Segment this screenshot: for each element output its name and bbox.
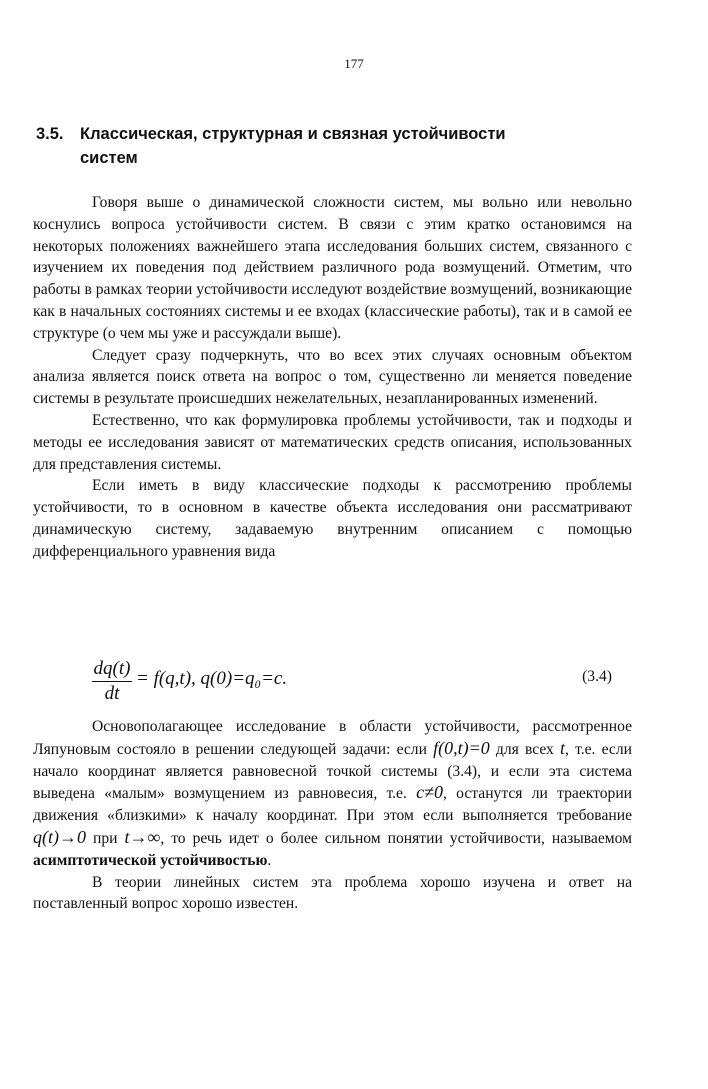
text-run: .: [267, 851, 272, 869]
section-heading: [36, 122, 636, 170]
text-block-lyapunov: [33, 716, 632, 915]
math-inline: t→∞: [124, 826, 161, 847]
math-inline: f(0,t)=0: [433, 737, 490, 758]
text-run: при: [86, 829, 125, 847]
equation-rhs: = f(q,t), q(0)=q₀=c.: [136, 668, 288, 689]
term-bold: асимптотической устойчивостью: [33, 851, 268, 869]
paragraph: Говоря выше о динамической сложности систем, мы вольно или невольно коснулись вопроса устойчивости систем. В связи с этим кратко остановимся на некоторых положениях важнейшего этапа исследования больших систем, связанного с изучением их поведения под действием различного рода возмущений. Отметим, что работы в рамках теории устойчивости исследуют воздействие возмущений, возникающие как в начальных состояниях системы и ее входах (классические работы), так и в самой ее структуре (о чем мы уже и рассуждали выше).: [33, 194, 632, 342]
paragraph-lyapunov: [33, 716, 632, 872]
text-run: , то речь идет о более сильном понятии устойчивости, называемом: [160, 829, 632, 847]
math-inline: t: [560, 737, 566, 758]
equation-number: (3.4): [582, 668, 612, 685]
equation-3-4: [92, 658, 612, 718]
paragraph: Следует сразу подчеркнуть, что во всех этих случаях основным объектом анализа является поиск ответа на вопрос о том, существенно ли меняется поведение системы в результате происшедших нежелательных, незапланированных изменений.: [33, 346, 632, 408]
text-run: , останутся ли траектории движения «близкими» к началу координат. При этом если выполняется требование: [33, 785, 633, 825]
text-run: для всех: [489, 740, 561, 758]
section-number: 3.5.: [36, 125, 64, 143]
paragraph: В теории линейных систем эта проблема хорошо изучена и ответ на поставленный вопрос хорошо известен.: [33, 873, 632, 913]
equation-denominator: dt: [104, 683, 120, 704]
paragraph: Естественно, что как формулировка проблемы устойчивости, так и подходы и методы ее исследования зависят от математических средств описания, использованных для представления системы.: [33, 411, 632, 473]
section-title-line2: систем: [80, 149, 138, 167]
text-block-intro: [33, 192, 632, 563]
math-inline: q(t)→0: [33, 826, 86, 847]
section-title-line1: Классическая, структурная и связная устойчивости: [80, 125, 506, 143]
page-number: 177: [344, 56, 364, 71]
text-run: , т.е. если начало координат является равновесной точкой системы (3.4), и если эта система выведена «малым» возмущением из равновесия, т.е.: [33, 740, 632, 803]
equation-fraction: [92, 658, 132, 706]
paragraph: Если иметь в виду классические подходы к рассмотрению проблемы устойчивости, то в основном в качестве объекта исследования они рассматривают динамическую систему, задаваемую внутренним описанием с помощью дифференциального уравнения вида: [33, 477, 632, 560]
text-run: Основополагающее исследование в области устойчивости, рассмотренное Ляпуновым состояло в решении следующей задачи: если: [33, 718, 632, 758]
equation-numerator: dq(t): [92, 658, 132, 682]
math-inline: c≠0: [416, 782, 444, 803]
